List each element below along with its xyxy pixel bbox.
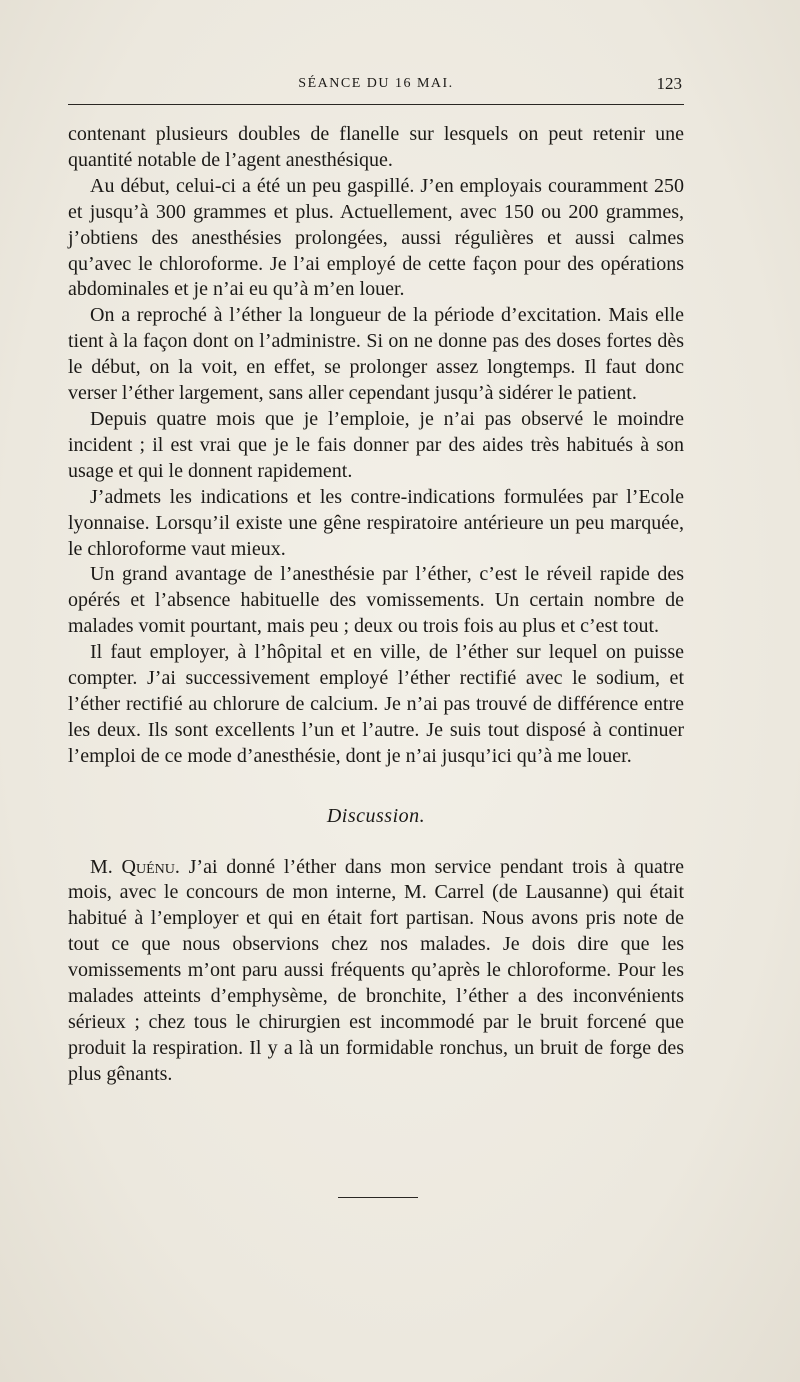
header-rule <box>68 104 684 105</box>
discussion-text: J’ai donné l’éther dans mon service pendant trois à quatre mois, avec le concours de mon interne, M. Carrel (de Lausanne) qui était habitué à l’employer et qui en était fort partisan. Nous avons pris note de tout ce que nous observions chez nos malades. Je dois dire que les vomissements m’ont paru aussi fréquents qu’après le chloroforme. Pour les malades atteints d’emphysème, de bronchite, l’éther a des inconvénients sérieux ; chez tous le chirurgien est incommodé par le bruit forcené que produit la respiration. Il y a là un formidable ronchus, un bruit de forge des plus gênants. <box>68 855 684 1085</box>
running-header <box>68 76 684 98</box>
paragraph: Il faut employer, à l’hôpital et en ville, de l’éther sur lequel on puisse compter. J’ai successivement employé l’éther rectifié avec le sodium, et l’éther rectifié au chlorure de calcium. Je n’ai pas trouvé de différence entre les deux. Ils sont excellents l’un et l’autre. Je suis tout disposé à continuer l’emploi de ce mode d’anesthésie, dont je n’ai jusqu’ici qu’à me louer. <box>68 641 684 767</box>
speaker-name: M. Quénu. <box>90 855 180 878</box>
paragraph-continuation: contenant plusieurs doubles de flanelle sur lesquels on peut retenir une quantité notable de l’agent anesthésique. <box>68 123 684 171</box>
section-heading-discussion: Discussion. <box>326 804 426 827</box>
discussion-paragraph <box>68 855 684 1088</box>
paragraph: J’admets les indications et les contre-indications formulées par l’Ecole lyonnaise. Lorsqu’il existe une gêne respiratoire antérieure un peu marquée, le chloroforme vaut mieux. <box>68 485 684 560</box>
paragraph: Un grand avantage de l’anesthésie par l’éther, c’est le réveil rapide des opérés et l’absence habituelle des vomissements. Un certain nombre de malades vomit pourtant, mais peu ; deux ou trois fois au plus et c’est tout. <box>68 563 684 638</box>
body-text <box>68 122 684 1088</box>
running-title: SÉANCE DU 16 MAI. <box>298 76 454 91</box>
page-number: 123 <box>656 74 682 93</box>
closing-rule <box>338 1197 418 1198</box>
paragraph: On a reproché à l’éther la longueur de la période d’excitation. Mais elle tient à la façon dont on l’administre. Si on ne donne pas des doses fortes dès le début, on la voit, en effet, se prolonger assez longtemps. Il faut donc verser l’éther largement, sans aller cependant jusqu’à sidérer le patient. <box>68 304 684 405</box>
paragraph: Au début, celui-ci a été un peu gaspillé. J’en employais couramment 250 et jusqu’à 300 grammes et plus. Actuellement, avec 150 ou 200 grammes, j’obtiens des anesthésies prolongées, aussi régulières et aussi calmes qu’avec le chloroforme. Je l’ai employé de cette façon pour des opérations abdominales et je n’ai eu qu’à m’en louer. <box>68 174 684 301</box>
paragraph: Depuis quatre mois que je l’emploie, je n’ai pas observé le moindre incident ; il est vrai que je le fais donner par des aides très habitués à son usage et qui le donnent rapidement. <box>68 407 684 482</box>
